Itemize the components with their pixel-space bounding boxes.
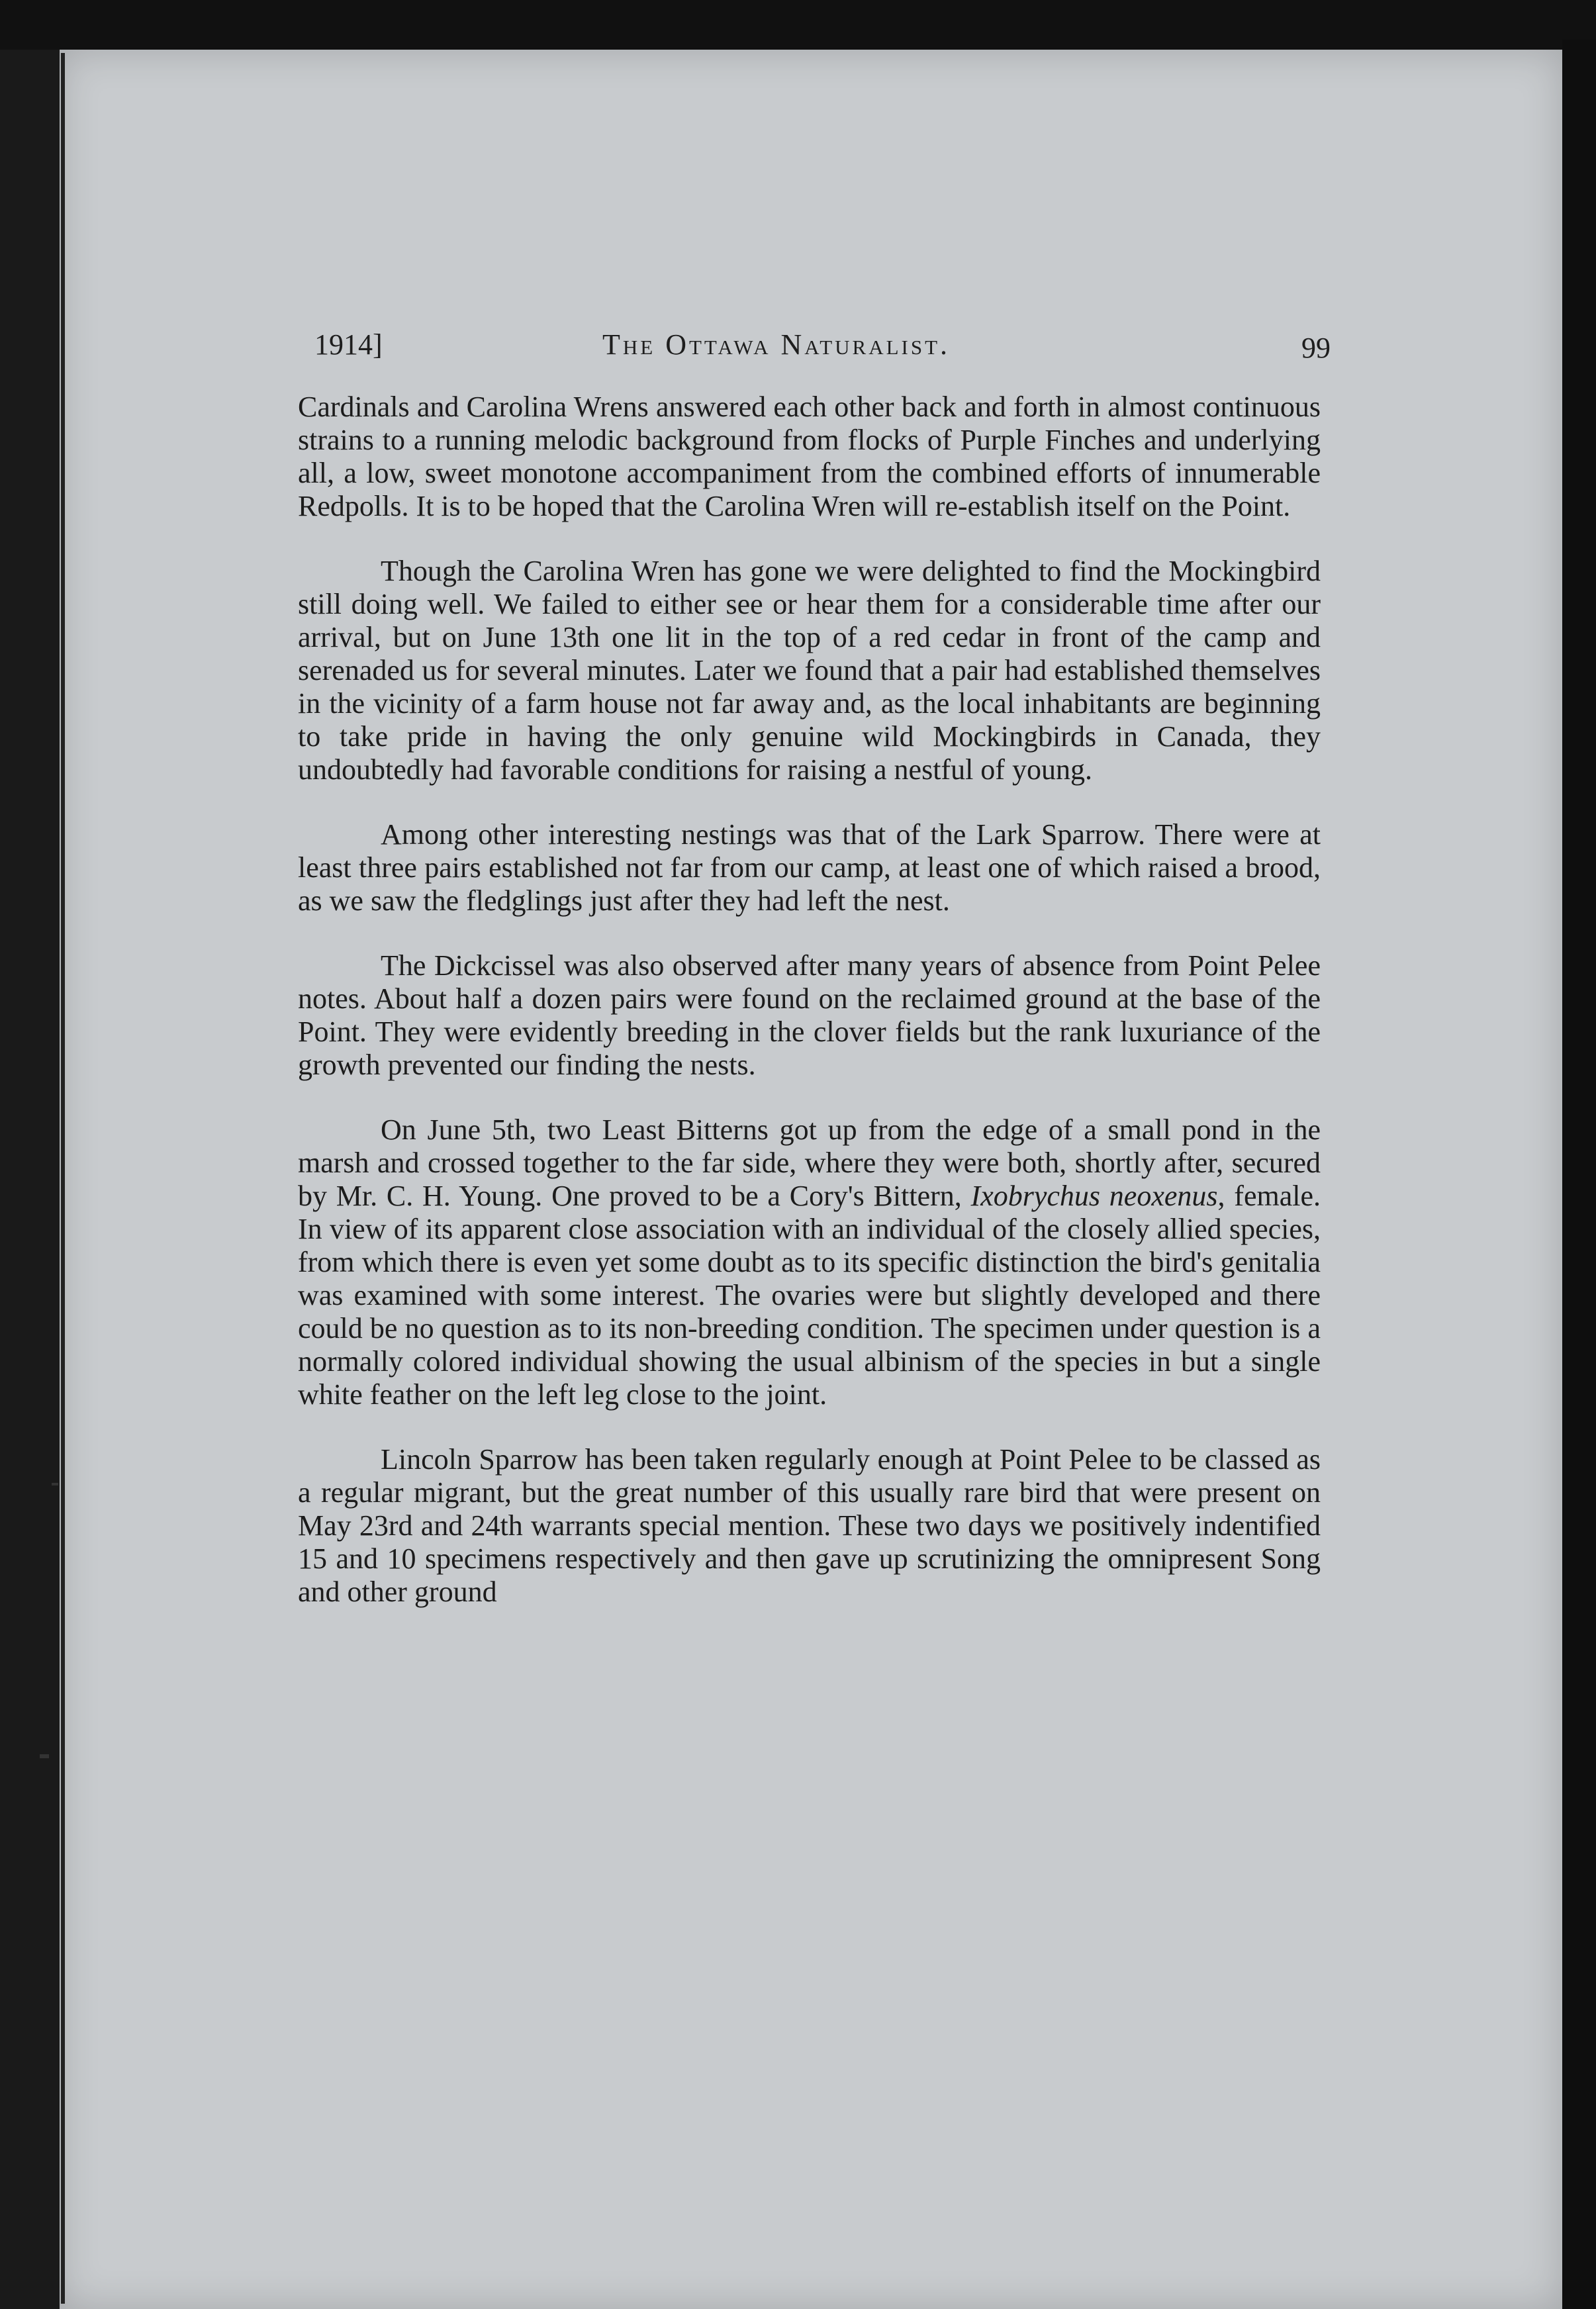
page-number: 99 bbox=[1301, 332, 1331, 364]
margin-mark bbox=[40, 1754, 49, 1758]
binding-edge bbox=[61, 53, 65, 2304]
running-header bbox=[314, 324, 1331, 371]
species-name: Ixobrychus neoxenus bbox=[970, 1180, 1218, 1212]
scan-top-border bbox=[0, 0, 1596, 50]
article-body bbox=[298, 391, 1321, 1640]
paragraph-lark-sparrow: Among other interesting nestings was that of the Lark Sparrow. There were at least three pairs established not far from our camp, at least one of which raised a brood, as we saw the fledglings just after they had left the nest. bbox=[298, 818, 1321, 917]
journal-title: The Ottawa Naturalist. bbox=[602, 328, 951, 361]
margin-mark bbox=[52, 1483, 58, 1485]
paragraph-dickcissel: The Dickcissel was also observed after many years of absence from Point Pelee notes. About half a dozen pairs were found on the reclaimed ground at the base of the Point. They were evidently breeding in the clover fields but the rank luxuriance of the growth prevented our finding the nests. bbox=[298, 949, 1321, 1081]
bitterns-text-before: On June 5th, two Least Bitterns got up from the edge of a small pond in the marsh and crossed together to the far side, where they were both, shortly after, secured by Mr. C. H. Young. One proved to be a Cory's Bittern, bbox=[298, 1113, 1321, 1212]
paragraph-wrens: Cardinals and Carolina Wrens answered each other back and forth in almost continuous strains to a running melodic background from flocks of Purple Finches and underlying all, a low, sweet monotone accompaniment from the combined efforts of innumerable Redpolls. It is to be hoped that the Carolina Wren will re-establish itself on the Point. bbox=[298, 391, 1321, 522]
paragraph-mockingbird: Though the Carolina Wren has gone we were delighted to find the Mockingbird still doing well. We failed to either see or hear them for a considerable time after our arrival, but on June 13th one lit in the top of a red cedar in front of the camp and serenaded us for several minutes. Later we found that a pair had established themselves in the vicinity of a farm house not far away and, as the local inhabitants are beginning to take pride in having the only genuine wild Mockingbirds in Canada, they undoubtedly had favorable conditions for raising a nestful of young. bbox=[298, 555, 1321, 786]
header-year: 1914] bbox=[314, 328, 383, 361]
paragraph-bitterns bbox=[298, 1113, 1321, 1411]
paragraph-lincoln-sparrow: Lincoln Sparrow has been taken regularly enough at Point Pelee to be classed as a regular migrant, but the great number of this usually rare bird that were present on May 23rd and 24th warrants special mention. These two days we positively indentified 15 and 10 specimens respectively and then gave up scrutinizing the omnipresent Song and other ground bbox=[298, 1443, 1321, 1608]
scan-right-border bbox=[1562, 40, 1596, 2309]
bitterns-text-after: , female. In view of its apparent close association with an individual of the closely allied species, from which there is even yet some doubt as to its specific distinction the bird's genitalia was examined with some interest. The ovaries were but slightly developed and there could be no question as to its non-breeding condition. The specimen under question is a normally colored individual showing the usual albinism of the species in but a single white feather on the left leg close to the joint. bbox=[298, 1180, 1321, 1411]
